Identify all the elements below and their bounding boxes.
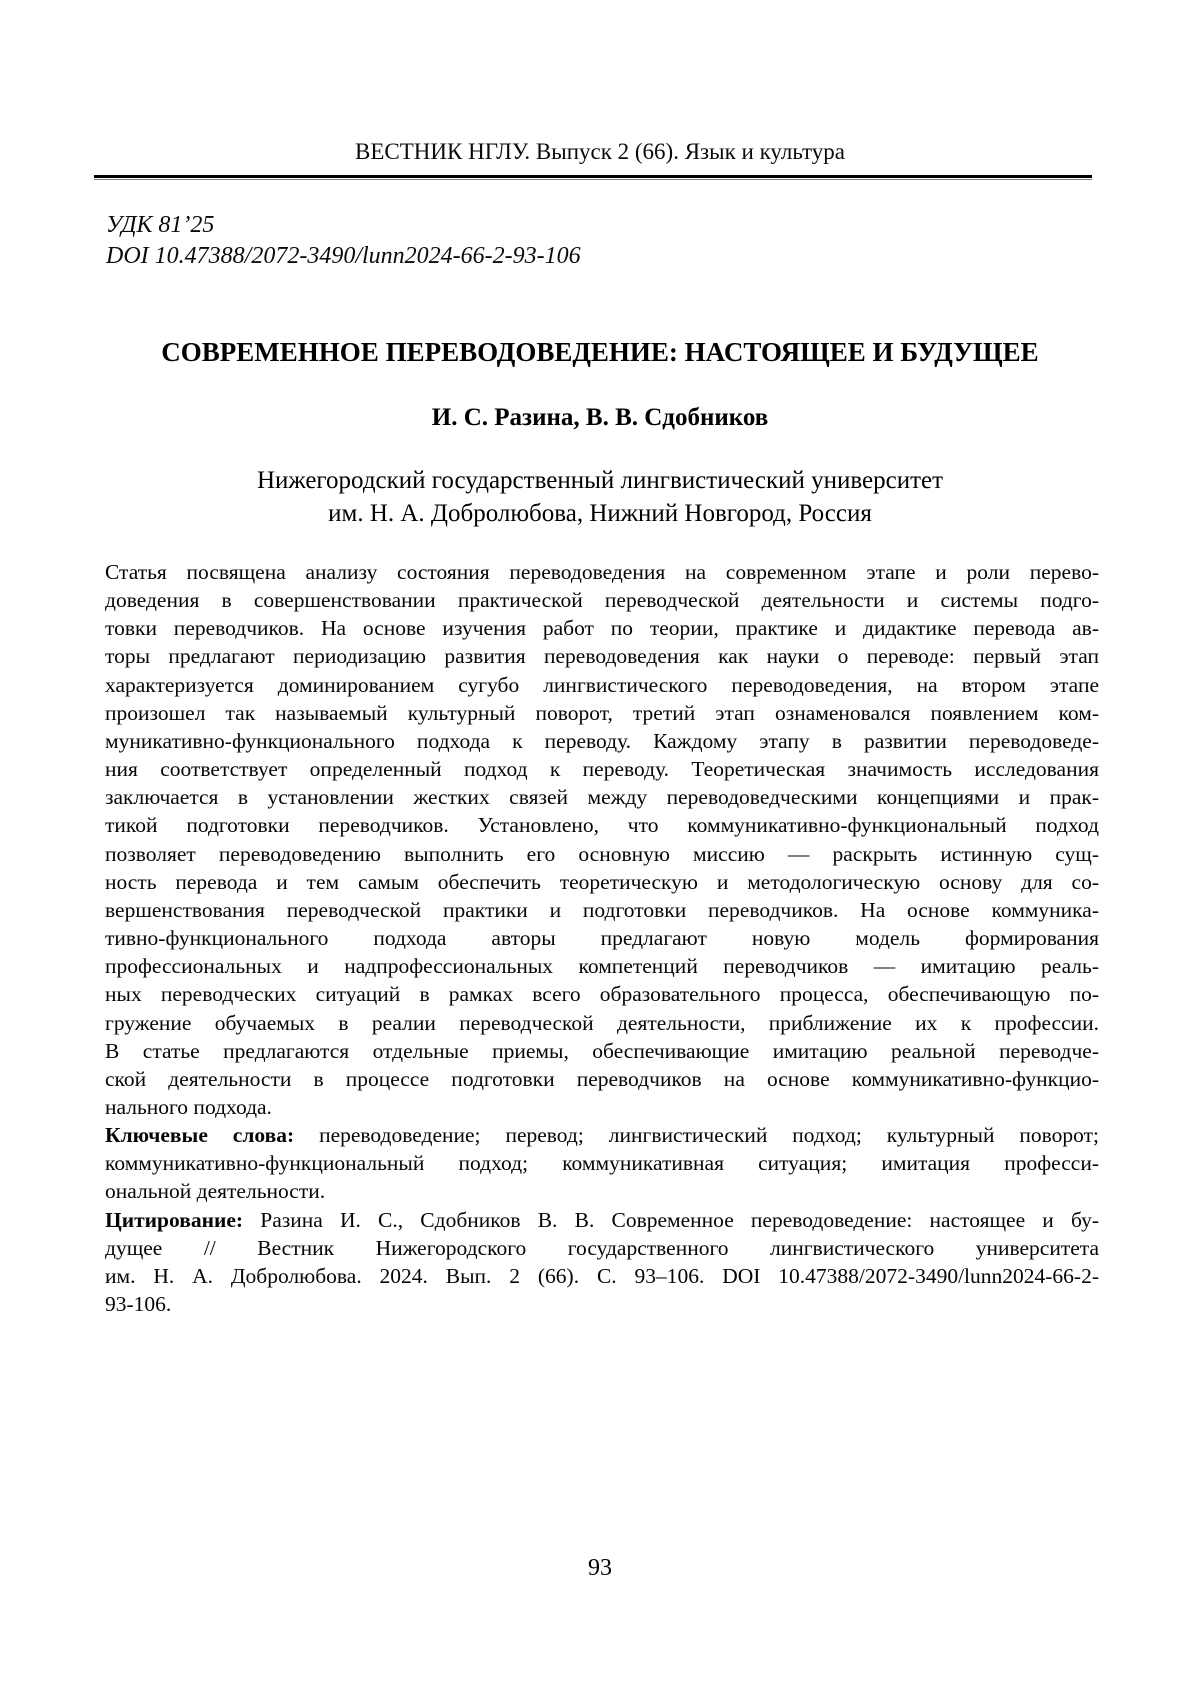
doi-line: DOI 10.47388/2072-3490/lunn2024-66-2-93-106 bbox=[106, 242, 581, 269]
header-rule-divider bbox=[94, 175, 1092, 180]
abstract-line: торы предлагают периодизацию развития переводоведения как науки о переводе: первый этап bbox=[105, 644, 1099, 669]
abstract-line: муникативно-функционального подхода к переводу. Каждому этапу в развитии переводоведе- bbox=[105, 728, 1099, 753]
abstract-line: нального подхода. bbox=[105, 1094, 272, 1119]
running-header: ВЕСТНИК НГЛУ. Выпуск 2 (66). Язык и культура bbox=[355, 139, 845, 164]
abstract-line: В статье предлагаются отдельные приемы, обеспечивающие имитацию реальной переводче- bbox=[105, 1038, 1099, 1063]
affiliation-block bbox=[0, 464, 1200, 530]
citation-line: дущее // Вестник Нижегородского государственного лингвистического университета bbox=[105, 1235, 1099, 1260]
authors-line: И. С. Разина, В. В. Сдобников bbox=[431, 404, 769, 431]
udc-code: УДК 81’25 bbox=[106, 212, 215, 238]
abstract-line: позволяет переводоведению выполнить его основную миссию — раскрыть истинную сущ- bbox=[105, 841, 1099, 866]
abstract-line: тикой подготовки переводчиков. Установлено, что коммуникативно-функциональный подход bbox=[105, 813, 1099, 838]
affiliation-line-1: Нижегородский государственный лингвистический университет bbox=[256, 467, 944, 494]
abstract-line: вершенствования переводческой практики и подготовки переводчиков. На основе коммуника- bbox=[105, 897, 1099, 922]
udc-doi-block bbox=[106, 210, 581, 271]
affiliation-line-2: им. Н. А. Добролюбова, Нижний Новгород, Россия bbox=[328, 500, 872, 527]
abstract-line: гружение обучаемых в реалии переводческой деятельности, приближение их к профессии. bbox=[105, 1010, 1099, 1035]
keywords-line: коммуникативно-функциональный подход; коммуникативная ситуация; имитация професси- bbox=[105, 1151, 1099, 1176]
citation-line: 93-106. bbox=[105, 1292, 172, 1317]
citation-line: Цитирование: Разина И. С., Сдобников В. В. Современное переводоведение: настоящее и бу- bbox=[105, 1207, 1099, 1232]
abstract-line: товки переводчиков. На основе изучения работ по теории, практике и дидактике перевода ав- bbox=[105, 616, 1099, 641]
abstract-line: доведения в совершенствовании практической переводческой деятельности и системы подго- bbox=[105, 588, 1099, 613]
abstract-line: ния соответствует определенный подход к переводу. Теоретическая значимость исследования bbox=[105, 757, 1099, 782]
keywords-line: ональной деятельности. bbox=[105, 1179, 326, 1204]
abstract-line: Статья посвящена анализу состояния переводоведения на современном этапе и роли перево- bbox=[105, 560, 1099, 584]
abstract-line: ность перевода и тем самым обеспечить теоретическую и методологическую основу для со- bbox=[105, 869, 1099, 894]
abstract-line: ных переводческих ситуаций в рамках всего образовательного процесса, обеспечивающую по- bbox=[105, 982, 1099, 1007]
abstract-keywords-citation-text bbox=[105, 558, 1099, 1318]
citation-line: им. Н. А. Добролюбова. 2024. Вып. 2 (66). С. 93–106. DOI 10.47388/2072-3490/lunn2024-66-2- bbox=[105, 1263, 1099, 1288]
abstract-line: тивно-функционального подхода авторы предлагают новую модель формирования bbox=[105, 926, 1099, 951]
abstract-line: заключается в установлении жестких связей между переводоведческими концепциями и прак- bbox=[105, 785, 1099, 810]
article-title: СОВРЕМЕННОЕ ПЕРЕВОДОВЕДЕНИЕ: НАСТОЯЩЕЕ И БУДУЩЕЕ bbox=[161, 337, 1039, 367]
abstract-line: характеризуется доминированием сугубо лингвистического переводоведения, на втором этапе bbox=[105, 672, 1099, 697]
abstract-line: профессиональных и надпрофессиональных компетенций переводчиков — имитацию реаль- bbox=[105, 954, 1099, 979]
keywords-line: Ключевые слова: переводоведение; перевод; лингвистический подход; культурный поворот; bbox=[105, 1123, 1099, 1148]
abstract-line: ской деятельности в процессе подготовки переводчиков на основе коммуникативно-функцио- bbox=[105, 1066, 1099, 1091]
page-number: 93 bbox=[588, 1555, 612, 1581]
abstract-line: произошел так называемый культурный поворот, третий этап ознаменовался появлением ком- bbox=[105, 700, 1099, 725]
